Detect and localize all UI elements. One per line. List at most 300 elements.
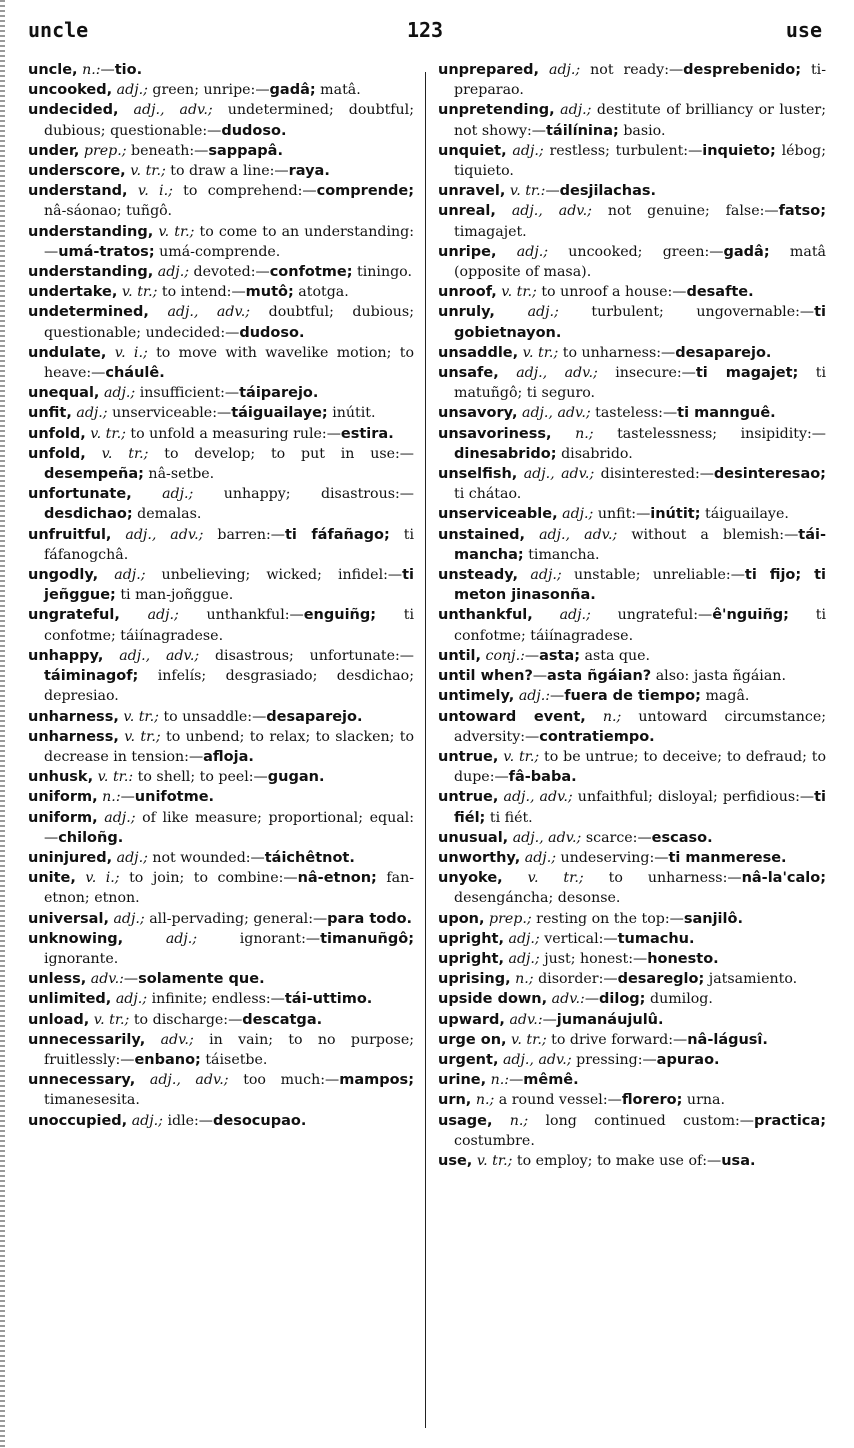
entry-grammar-label: adj., adv.; [119,647,200,664]
dictionary-entry [28,929,414,969]
entry-definition: untoward circumstance; adversity:— [454,708,827,745]
dictionary-entry [28,808,414,848]
dictionary-entry [28,282,414,302]
entry-definition: in vain; to no purpose; fruitlessly:— [44,1031,415,1068]
entry-headword: until, [438,647,482,664]
entry-equivalent: gugan. [267,769,325,786]
entry-grammar-label: adv.: [90,971,124,988]
entry-equivalent: practica; [754,1112,826,1129]
dictionary-entry [438,302,826,342]
entry-equivalent: raya. [288,163,330,180]
entry-headword: unyoke, [438,870,503,887]
entry-grammar-label: adj.; [103,385,136,402]
dictionary-entry [438,201,826,241]
entry-grammar-label: adj.; [76,405,108,422]
entry-grammar-label: adj., adv.; [503,789,573,806]
entry-grammar-label: adj.; [512,142,544,159]
entry-equivalent: sappapâ. [208,142,283,159]
entry-equivalent: mampos; [339,1072,414,1089]
scan-edge [0,0,5,1448]
dictionary-entry [438,1030,826,1050]
entry-extra-forms: costumbre. [454,1132,535,1149]
entry-extra-forms: timagajet. [454,223,527,240]
entry-headword: underscore, [28,163,126,180]
entry-definition: infinite; endless:— [147,991,285,1008]
entry-grammar-label: v. tr.; [90,425,126,442]
dictionary-entry [438,909,826,929]
entry-definition: disorder:— [533,971,618,988]
entry-equivalent: solamente que. [138,971,265,988]
entry-definition: unserviceable:— [107,405,232,422]
entry-grammar-label: prep.; [83,142,127,159]
entry-extra-forms: ti confotme; táiínagradese. [454,607,826,644]
dictionary-entry [28,989,414,1009]
entry-definition: disastrous; unfortunate:— [199,647,414,664]
entry-grammar-label: adj., adv.; [539,526,618,543]
entry-definition: — [545,183,560,200]
entry-equivalent: ti fijo; ti meton jinasonña. [454,567,826,604]
entry-definition: to unbend; to relax; to slacken; to decrease in tension:— [44,728,414,765]
entry-equivalent: mêmê. [523,1072,579,1089]
dictionary-entry [438,1151,826,1171]
entry-extra-forms: matâ. [315,82,361,99]
entry-definition: to drive forward:— [546,1031,688,1048]
entry-equivalent: comprende; [316,183,414,200]
entry-headword: unfold, [28,445,86,462]
entry-headword: uprising, [438,971,511,988]
entry-grammar-label: v. tr.; [503,748,540,765]
entry-definition: to unfold a measuring rule:— [125,425,341,442]
entry-definition: undeserving:— [556,849,669,866]
entry-equivalent: timanuñgô; [320,930,415,947]
dictionary-entry [438,646,826,666]
dictionary-entry [438,60,826,100]
entry-equivalent: ti fiél; [454,789,826,826]
entry-equivalent: inquieto; [702,142,776,159]
dictionary-entry [28,141,414,161]
entry-headword: upon, [438,910,485,927]
entry-equivalent: táiparejo. [239,385,319,402]
entry-grammar-label: conj.: [485,647,525,664]
entry-definition: — [524,647,540,664]
dictionary-entry [438,282,826,302]
entry-equivalent: desaparejo. [266,708,363,725]
entry-grammar-label: v. tr.; [124,728,161,745]
entry-headword: unsaddle, [438,344,519,361]
entry-grammar-label: adj.; [157,264,189,281]
entry-equivalent: dilog; [599,991,646,1008]
entry-definition: without a blemish:— [617,526,799,543]
entry-equivalent: fatso; [778,203,826,220]
dictionary-entry [438,424,826,464]
entry-extra-forms: timancha. [523,546,600,563]
dictionary-entry [28,424,414,444]
dictionary-entry [438,181,826,201]
dictionary-entry [28,868,414,908]
entry-headword: untrue, [438,748,499,765]
entry-definition: unfit:— [593,506,651,523]
right-column [438,60,826,1171]
entry-definition: vertical:— [539,930,618,947]
left-column [28,60,414,1131]
entry-definition: devoted:— [189,264,270,281]
entry-extra-forms: matâ (opposite of masa). [454,243,826,281]
entry-grammar-label: adj.; [548,62,581,78]
entry-grammar-label: n.: [82,62,101,78]
dictionary-entry [28,343,414,383]
dictionary-entry [28,100,414,140]
entry-headword: unnecessarily, [28,1031,146,1048]
entry-headword: undertake, [28,284,118,301]
dictionary-entry [438,989,826,1009]
entry-equivalent: desocupao. [212,1112,307,1129]
entry-headword: unhappy, [28,647,104,664]
entry-definition: to comprehend:— [172,183,317,200]
dictionary-entry [28,565,414,605]
entry-grammar-label: adv.; [160,1031,194,1048]
dictionary-entry [438,949,826,969]
entry-headword: unfortunate, [28,486,132,503]
entry-headword: under, [28,142,80,159]
entry-extra-forms: jatsamiento. [704,971,798,988]
entry-definition: beneath:— [126,142,209,159]
entry-extra-forms: ti confotme; táiínagradese. [44,607,415,644]
entry-equivalent: dinesabrido; [454,445,557,462]
entry-extra-forms: ti matuñgô; ti seguro. [454,365,827,402]
entry-grammar-label: v. tr.; [121,284,158,301]
entry-equivalent: enbano; [134,1051,201,1068]
entry-definition: tastelessness; insipidity:— [593,425,826,442]
entry-extra-forms: timanesesita. [44,1092,140,1109]
entry-grammar-label: adj.; [165,930,198,947]
entry-grammar-label: adj.; [524,849,556,866]
entry-headword: unknowing, [28,930,124,947]
entry-equivalent: ti jeñggue; [44,567,414,604]
dictionary-entry [438,787,826,827]
entry-extra-forms: asta que. [580,647,651,664]
entry-grammar-label: v. i.; [114,344,148,361]
entry-headword: universal, [28,910,109,927]
dictionary-entry [28,969,414,989]
entry-definition: restless; turbulent:— [543,142,703,159]
entry-equivalent: enguiñg; [303,607,377,624]
entry-grammar-label: v. tr.: [97,769,134,786]
entry-definition: barren:— [203,526,285,543]
entry-grammar-label: v. tr.; [476,1152,513,1169]
entry-headword: uninjured, [28,849,113,866]
dictionary-entry [438,868,826,908]
entry-grammar-label: adj.; [559,607,591,624]
entry-extra-forms: desengáncha; desonse. [454,890,621,907]
entry-grammar-label: v. tr.; [158,223,195,240]
entry-equivalent: tio. [114,62,143,78]
entry-equivalent: ti magajet; [695,365,799,382]
entry-grammar-label: n.; [515,971,534,988]
entry-grammar-label: adj., adv.; [125,526,204,543]
dictionary-entry [28,909,414,929]
entry-grammar-label: adj., adv.; [149,1072,229,1089]
entry-headword: uniform, [28,789,98,806]
entry-definition: to unharness:— [558,344,676,361]
entry-grammar-label: adj.; [162,486,194,503]
entry-headword: unless, [28,971,87,988]
entry-headword: unfold, [28,425,86,442]
entry-equivalent: usa. [721,1152,756,1169]
entry-extra-forms: ti fiét. [485,809,533,826]
entry-definition: to discharge:— [129,1011,243,1028]
dictionary-entry [28,302,414,342]
entry-headword: unroof, [438,284,497,301]
entry-headword: unquiet, [438,142,507,159]
entry-extra-forms: disabrido. [556,445,633,462]
entry-equivalent: chiloñg. [58,829,124,846]
dictionary-entry [28,161,414,181]
entry-definition: to move with wavelike motion; to heave:— [44,344,414,382]
entry-definition: of like measure; proportional; equal:— [44,809,414,846]
dictionary-entry [438,1090,826,1110]
dictionary-entry [28,403,414,423]
dictionary-entry [438,929,826,949]
entry-definition: — [123,971,139,988]
entry-definition: not wounded:— [147,849,265,866]
entry-equivalent: fâ-baba. [508,769,577,786]
entry-grammar-label: prep.; [489,910,532,927]
entry-headword: upright, [438,950,504,967]
entry-grammar-label: adj., adv.; [502,1051,572,1068]
entry-equivalent: asta; [539,647,580,664]
entry-equivalent: apurao. [656,1051,720,1068]
entry-definition: turbulent; ungovernable:— [558,304,815,321]
entry-equivalent: táiminagof; [44,668,139,685]
entry-headword: unfit, [28,405,72,422]
column-divider [425,72,426,1428]
entry-definition: to develop; to put in use:— [148,445,414,462]
entry-headword: unserviceable, [438,506,558,523]
entry-grammar-label: v. tr.; [527,870,584,887]
entry-grammar-label: adj.; [527,304,559,321]
entry-equivalent: táichêtnot. [264,849,355,866]
dictionary-entry [28,484,414,524]
entry-grammar-label: adj.; [516,243,549,260]
entry-equivalent: tái-uttimo. [284,991,373,1008]
entry-equivalent: dudoso. [239,324,305,341]
entry-definition: to unsaddle:— [158,708,267,725]
entry-headword: unhusk, [28,769,94,786]
dictionary-entry [28,727,414,767]
dictionary-entry [438,343,826,363]
dictionary-entry [438,403,826,423]
dictionary-entry [438,666,826,686]
entry-equivalent: gadâ; [723,243,770,260]
entry-equivalent: estira. [340,425,394,442]
entry-grammar-label: v. tr.; [93,1011,130,1028]
entry-definition: unstable; unreliable:— [561,567,745,584]
entry-grammar-label: adj., adv.; [523,466,595,483]
entry-grammar-label: n.; [509,1112,529,1129]
entry-headword: understanding, [28,223,154,240]
entry-definition: unbelieving; wicked; infidel:— [145,567,403,584]
entry-definition: unthankful:— [178,607,304,624]
entry-definition: to draw a line:— [165,163,289,180]
entry-definition: pressing:— [571,1051,657,1068]
dictionary-entry [28,525,414,565]
entry-headword: untimely, [438,688,515,705]
entry-grammar-label: adj.; [116,82,148,99]
dictionary-entry [28,80,414,100]
entry-grammar-label: v. tr.; [522,344,559,361]
entry-definition: disinterested:— [594,466,714,483]
entry-headword: undecided, [28,102,119,119]
dictionary-entry [438,1010,826,1030]
entry-equivalent: desempeña; [44,466,144,483]
dictionary-entry [28,1030,414,1070]
entry-grammar-label: adj.; [147,607,179,624]
entry-definition: insecure:— [597,365,696,382]
dictionary-entry [28,181,414,221]
entry-equivalent: contratiempo. [539,728,655,745]
entry-headword: unload, [28,1011,90,1028]
entry-headword: unharness, [28,708,119,725]
entry-headword: until when? [438,668,533,685]
dictionary-entry [28,60,414,80]
dictionary-entry [28,262,414,282]
entry-grammar-label: adj.; [104,809,136,826]
entry-headword: unusual, [438,829,509,846]
dictionary-entry [438,363,826,403]
entry-definition: — [542,1011,557,1028]
dictionary-entry [28,848,414,868]
entry-headword: unsafe, [438,365,499,382]
entry-definition: not genuine; false:— [591,203,779,220]
entry-grammar-label: adj.; [115,991,148,1008]
dictionary-entry [28,767,414,787]
entry-headword: unthankful, [438,607,533,624]
dictionary-entry [438,605,826,645]
dictionary-entry [28,1111,414,1131]
entry-definition: destitute of brilliancy or luster; not showy:— [454,102,826,139]
dictionary-entry [438,141,826,181]
entry-grammar-label: adj.; [131,1112,163,1129]
dictionary-entry [438,1111,826,1151]
entry-headword: untoward event, [438,708,586,725]
entry-headword: unselfish, [438,466,518,483]
dictionary-entry [438,969,826,989]
entry-equivalent: unifotme. [134,789,215,806]
entry-headword: unworthy, [438,849,521,866]
entry-grammar-label: adj.; [560,102,592,119]
dictionary-entry [438,242,826,282]
entry-extra-forms: demalas. [132,506,202,523]
entry-equivalent: honesto. [647,950,719,967]
dictionary-entry [438,747,826,787]
entry-extra-forms: tiningo. [352,264,412,281]
entry-definition: to come to an understanding:— [44,223,414,260]
entry-extra-forms: atotga. [293,284,349,301]
entry-headword: unprepared, [438,62,540,78]
entry-headword: upright, [438,930,504,947]
entry-definition: unhappy; disastrous:— [193,486,414,503]
entry-extra-forms: dumilog. [645,991,713,1008]
entry-extra-forms: inútit. [327,405,376,422]
entry-headword: understand, [28,183,128,200]
dictionary-entry [438,686,826,706]
entry-grammar-label: adv.: [509,1011,543,1028]
entry-headword: unstained, [438,526,526,543]
entry-equivalent: gadâ; [269,82,316,99]
entry-grammar-label: adj., adv.; [512,829,582,846]
entry-headword: urge on, [438,1031,507,1048]
entry-definition: scarce:— [581,829,652,846]
entry-definition: tasteless:— [590,405,678,422]
entry-grammar-label: adj., adv.; [521,405,591,422]
entry-equivalent: afloja. [203,748,254,765]
entry-extra-forms: urna. [682,1092,725,1109]
entry-extra-forms: infelís; desgrasiado; desdichao; depresiao. [44,668,414,705]
entry-grammar-label: adj.; [562,506,594,523]
entry-grammar-label: adj., adv.; [511,203,592,220]
entry-headword: unnecessary, [28,1072,136,1089]
entry-headword: usage, [438,1112,493,1129]
entry-definition: a round vessel:— [494,1092,622,1109]
entry-definition: to join; to combine:— [119,870,298,887]
entry-grammar-label: adj.; [116,849,148,866]
entry-definition: long continued custom:— [528,1112,754,1129]
entry-extra-forms: fan-etnon; etnon. [44,870,415,907]
dictionary-entry [438,828,826,848]
entry-definition: undetermined; doubtful; dubious; questionable:— [44,102,414,139]
entry-definition: too much:— [228,1072,340,1089]
entry-definition: — [509,1072,524,1089]
entry-grammar-label: adj.; [508,930,540,947]
entry-extra-forms: ti man-joñggue. [115,587,234,604]
entry-definition: uncooked; green:— [548,243,724,260]
dictionary-entry [28,605,414,645]
entry-headword: unreal, [438,203,496,220]
entry-equivalent: descatga. [242,1011,323,1028]
entry-equivalent: nâ-la'calo; [741,870,826,887]
entry-headword: unoccupied, [28,1112,128,1129]
entry-definition: to unroof a house:— [536,284,687,301]
entry-equivalent: táiguailaye; [231,405,328,422]
entry-grammar-label: v. tr.; [501,284,537,301]
entry-equivalent: mutô; [245,284,294,301]
page-number: 123 [406,18,444,42]
dictionary-entry [438,525,826,565]
entry-equivalent: fuera de tiempo; [564,688,701,705]
entry-extra-forms: nâ-setbe. [143,466,215,483]
entry-grammar-label: v. tr.; [130,163,166,180]
entry-grammar-label: n.; [475,1092,495,1109]
entry-headword: understanding, [28,264,154,281]
dictionary-entry [28,1070,414,1110]
entry-extra-forms: lébog; tiquieto. [454,142,826,180]
entry-headword: unruly, [438,304,495,321]
entry-headword: unite, [28,870,76,887]
dictionary-entry [438,848,826,868]
entry-headword: unequal, [28,385,100,402]
entry-definition: — [100,62,115,78]
entry-headword: unripe, [438,243,497,260]
dictionary-entry [438,707,826,747]
entry-equivalent: desjilachas. [559,183,657,200]
entry-grammar-label: adj., adv.; [516,365,598,382]
entry-equivalent: cháulê. [105,365,165,382]
entry-headword: undetermined, [28,304,149,321]
entry-grammar-label: adj., adv.; [167,304,251,321]
entry-definition: ignorant:— [197,930,321,947]
entry-definition: just; honest:— [539,950,648,967]
entry-equivalent: ti manmerese. [668,849,787,866]
